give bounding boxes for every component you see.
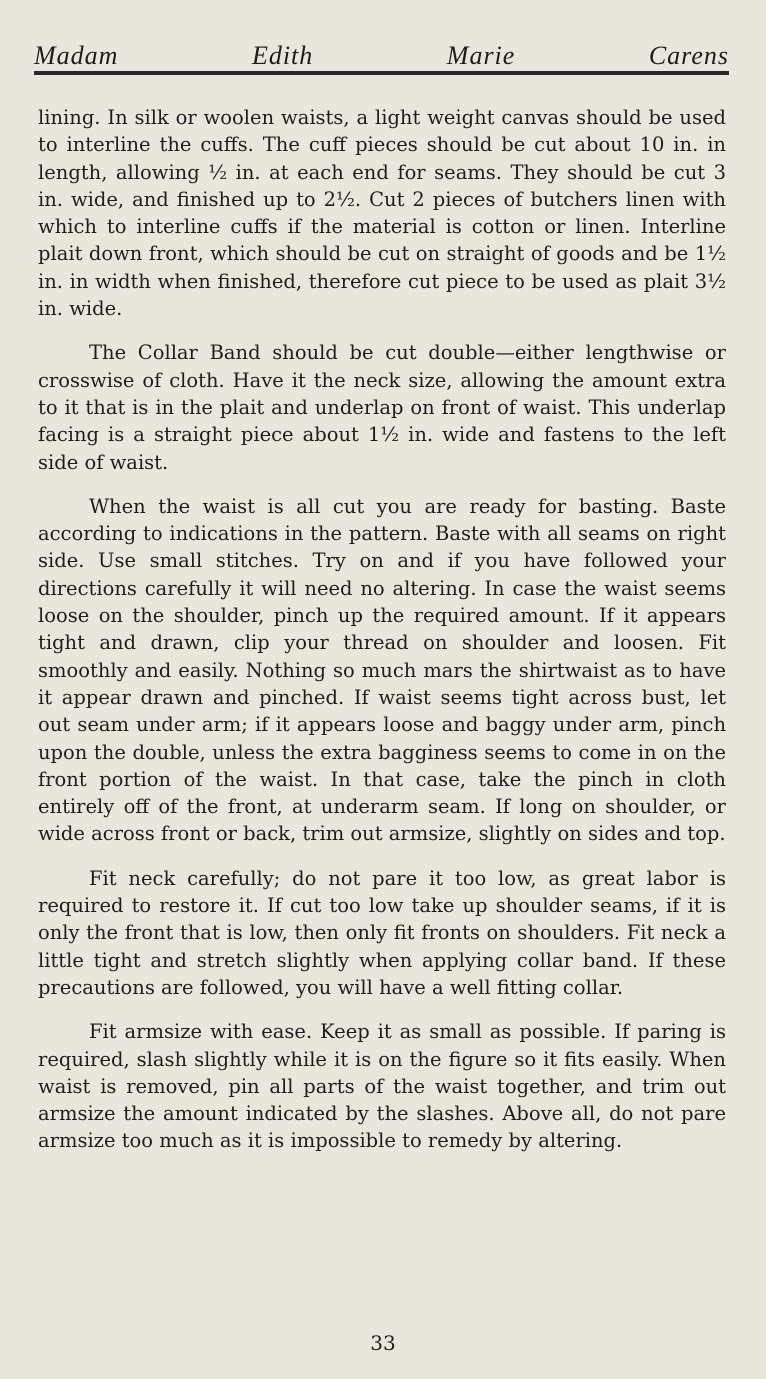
running-head-word-madam: Madam xyxy=(34,41,119,70)
running-head-word-marie: Marie xyxy=(446,41,516,70)
paragraph-basting: When the waist is all cut you are ready for basting. Baste according to indications in the pattern. Baste with all seams on right side. Use small stitches. Try on and if you have followed your directions carefully it will need no altering. In case the waist seems loose on the shoulder, pinch up the required amount. If it appears tight and drawn, clip your thread on shoulder and loosen. Fit smoothly and easily. Nothing so much mars the shirtwaist as to have it appear drawn and pinched. If waist seems tight across bust, let out seam under arm; if it appears loose and baggy under arm, pinch upon the double, unless the extra bagginess seems to come in on the front portion of the waist. In that case, take the pinch in cloth entirely off of the front, at underarm seam. If long on shoulder, or wide across front or back, trim out armsize, slightly on sides and top. xyxy=(38,494,726,846)
running-head xyxy=(34,40,729,76)
running-head-rule xyxy=(34,71,729,75)
paragraph-fit-neck: Fit neck carefully; do not pare it too low, as great labor is required to restore it. If cut too low take up shoulder seams, if it is only the front that is low, then only fit fronts on shoulders. Fit neck a little tight and stretch slightly when applying collar band. If these precautions are followed, you will have a well fitting collar. xyxy=(38,866,726,999)
page-number: 33 xyxy=(370,1331,396,1355)
running-head-word-edith: Edith xyxy=(251,41,314,70)
body-text xyxy=(38,104,726,1172)
running-head-word-carens: Carens xyxy=(648,41,729,70)
paragraph-cuffs: lining. In silk or woolen waists, a light weight canvas should be used to interline the cuffs. The cuff pieces should be cut about 10 in. in length, allowing ½ in. at each end for seams. They should be cut 3 in. wide, and finished up to 2½. Cut 2 pieces of butchers linen with which to interline cuffs if the material is cotton or linen. Interline plait down front, which should be cut on straight of goods and be 1½ in. in width when finished, therefore cut piece to be used as plait 3½ in. wide. xyxy=(38,106,726,321)
running-head-text xyxy=(34,40,729,72)
paragraph-fit-armsize: Fit armsize with ease. Keep it as small as possible. If paring is required, slash slightly while it is on the figure so it fits easily. When waist is removed, pin all parts of the waist together, and trim out armsize the amount indicated by the slashes. Above all, do not pare armsize too much as it is impossible to remedy by altering. xyxy=(38,1020,726,1153)
paragraph-collar-band: The Collar Band should be cut double—either lengthwise or crosswise of cloth. Have it the neck size, allowing the amount extra to it that is in the plait and underlap on front of waist. This underlap facing is a straight piece about 1½ in. wide and fastens to the left side of waist. xyxy=(38,341,726,474)
